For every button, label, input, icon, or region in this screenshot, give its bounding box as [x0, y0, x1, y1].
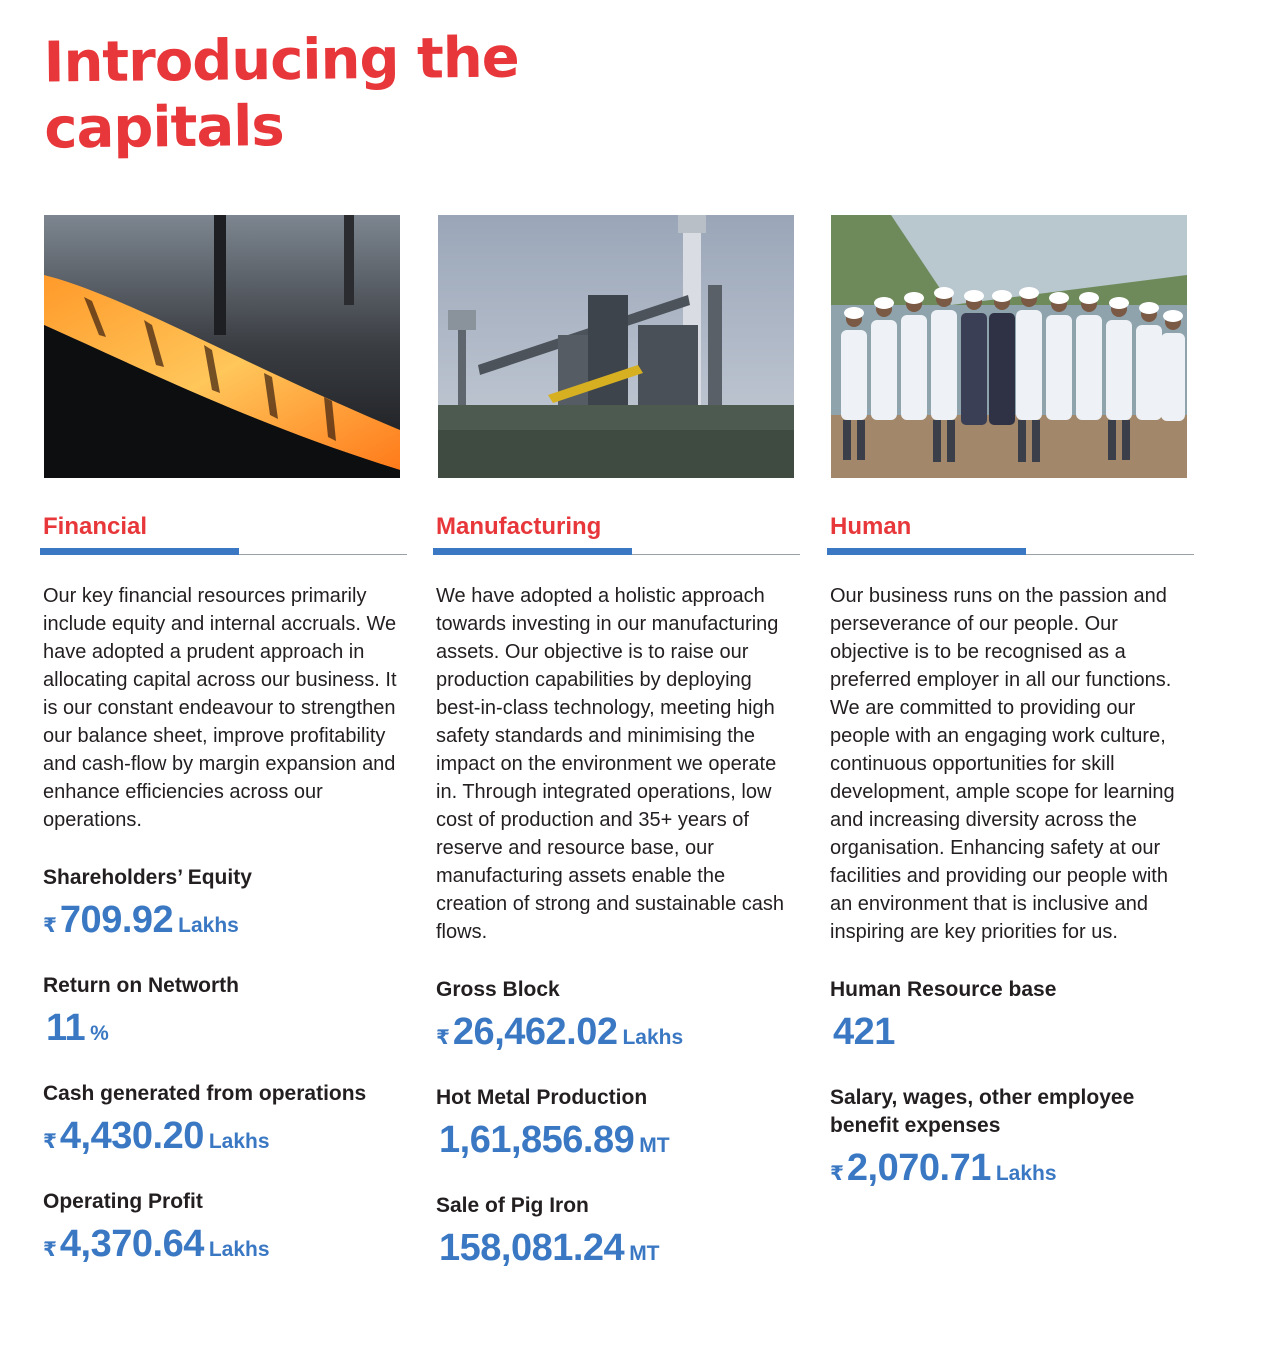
human-body: Our business runs on the passion and perseverance of our people. Our objective is to be recognised as a preferred employer in all our functions. We are committed to providing our people with an engaging work culture, continuous opportunities for skill development, ample scope for learning and increasing diversity across the organisation. Enhancing safety at our facilities and providing our people with an environment that is inclusive and inspiring are key priorities for us. — [830, 585, 1175, 943]
metric — [436, 1084, 796, 1170]
plant-photo — [438, 215, 794, 478]
rupee-symbol: ₹ — [43, 1131, 57, 1153]
metric-value — [436, 1118, 796, 1170]
metric-number: 421 — [833, 1011, 895, 1053]
metric — [43, 1188, 403, 1274]
metric-unit: MT — [639, 1134, 670, 1157]
financial-column — [43, 510, 403, 1296]
metric-label: Shareholders’ Equity — [43, 866, 252, 889]
metric-unit: Lakhs — [178, 914, 239, 937]
human-heading: Human — [830, 513, 912, 540]
metric-value — [43, 898, 403, 950]
metric-number: 11 — [46, 1007, 86, 1049]
manufacturing-metrics — [436, 976, 796, 1278]
metric-number: 2,070.71 — [846, 1147, 991, 1189]
metric-number: 26,462.02 — [452, 1011, 618, 1053]
metric-number: 4,430.20 — [59, 1115, 204, 1157]
metric-unit: MT — [629, 1242, 660, 1265]
manufacturing-heading: Manufacturing — [436, 513, 602, 540]
metric-value — [830, 1010, 1190, 1062]
metric — [436, 976, 796, 1062]
team-photo — [831, 215, 1187, 478]
metric-unit: % — [90, 1022, 109, 1045]
metric-value — [830, 1146, 1190, 1198]
metric-value — [43, 1222, 403, 1274]
manufacturing-heading-block — [436, 510, 796, 556]
manufacturing-body: We have adopted a holistic approach towards investing in our manufacturing assets. Our objective is to raise our production capabilities by deploying best-in-class technology, meeting high safety standards and minimising the impact on the environment we operate in. Through integrated operations, low cost of production and 35+ years of reserve and resource base, our manufacturing assets enable the creation of strong and sustainable cash flows. — [436, 585, 784, 943]
metric-number: 158,081.24 — [439, 1227, 625, 1269]
metric-label: Return on Networth — [43, 974, 239, 997]
rupee-symbol: ₹ — [830, 1163, 844, 1185]
metric-number: 709.92 — [59, 899, 174, 941]
human-column — [830, 510, 1190, 1220]
human-metrics — [830, 976, 1190, 1198]
financial-body: Our key financial resources primarily include equity and internal accruals. We have adopted a prudent approach in allocating capital across our business. It is our constant endeavour to strengthen our balance sheet, improve profitability and cash-flow by margin expansion and enhance efficiencies across our operations. — [43, 585, 397, 831]
rupee-symbol: ₹ — [43, 1239, 57, 1261]
metric-unit: Lakhs — [995, 1162, 1057, 1185]
steel-slabs-photo — [44, 215, 400, 478]
metric-unit: Lakhs — [208, 1238, 270, 1261]
heading-accent-bar — [40, 548, 239, 555]
metric — [436, 1192, 796, 1278]
metric-unit: Lakhs — [208, 1130, 270, 1153]
metric-label: Gross Block — [436, 978, 560, 1001]
rupee-symbol: ₹ — [43, 915, 57, 937]
metric-value — [436, 1226, 796, 1278]
heading-accent-bar — [433, 548, 632, 555]
metric-value — [436, 1010, 796, 1062]
metric-value — [43, 1114, 403, 1166]
financial-metrics — [43, 864, 403, 1274]
metric-label: Cash generated from operations — [43, 1082, 367, 1105]
metric — [830, 976, 1190, 1062]
metric — [43, 864, 403, 950]
metric-value — [43, 1006, 403, 1058]
metric-label: Operating Profit — [43, 1190, 203, 1213]
metric — [43, 972, 403, 1058]
metric-label: Hot Metal Production — [436, 1086, 648, 1109]
page-title-line-2: capitals — [44, 93, 285, 162]
rupee-symbol: ₹ — [436, 1027, 450, 1049]
metric — [43, 1080, 403, 1166]
metric-label: Sale of Pig Iron — [436, 1194, 589, 1217]
metric — [830, 1084, 1190, 1198]
human-heading-block — [830, 510, 1190, 556]
financial-heading-block — [43, 510, 403, 556]
metric-number: 1,61,856.89 — [439, 1119, 635, 1161]
metric-unit: Lakhs — [622, 1026, 684, 1049]
metric-label: Salary, wages, other employee benefit expenses — [830, 1086, 1135, 1137]
page-title-line-1: Introducing the — [43, 25, 519, 96]
financial-heading: Financial — [43, 513, 148, 540]
metric-number: 4,370.64 — [59, 1223, 204, 1265]
manufacturing-column — [436, 510, 796, 1300]
heading-accent-bar — [827, 548, 1026, 555]
page-title — [43, 26, 519, 163]
metric-label: Human Resource base — [830, 978, 1057, 1001]
